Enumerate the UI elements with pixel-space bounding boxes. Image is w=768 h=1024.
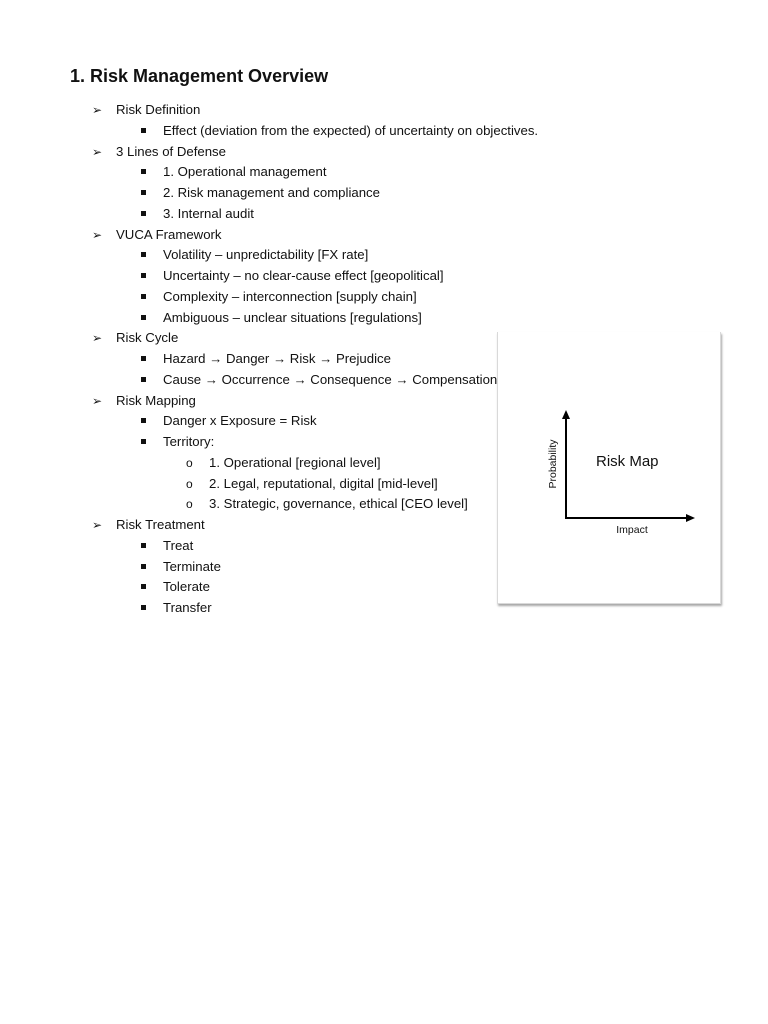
list-item-text: Uncertainty – no clear-cause effect [geopolitical] — [163, 268, 444, 283]
circle-bullet-icon: o — [186, 455, 193, 470]
square-bullet-icon — [141, 418, 146, 423]
square-bullet-icon — [141, 252, 146, 257]
y-axis-arrowhead — [562, 410, 570, 419]
risk-map-title: Risk Map — [596, 453, 659, 470]
arrow-bullet-icon: ➢ — [92, 103, 103, 117]
square-bullet-icon — [141, 543, 146, 548]
square-bullet-icon — [141, 605, 146, 610]
square-bullet-icon — [141, 439, 146, 444]
list-item-text: Cause → Occurrence → Consequence → Compensation — [163, 371, 498, 387]
list-item-text: Volatility – unpredictability [FX rate] — [163, 247, 369, 263]
circle-bullet-icon: o — [186, 476, 193, 491]
square-bullet-icon — [141, 273, 146, 278]
square-bullet-icon — [141, 211, 146, 216]
list-item-text: Transfer — [163, 600, 212, 615]
list-item-text: Risk Mapping — [116, 392, 196, 408]
list-item-text: 1. Operational management — [163, 164, 327, 180]
list-item-text: 3. Internal audit — [163, 205, 254, 221]
arrow-bullet-icon: ➢ — [92, 144, 103, 159]
x-axis-label: Impact — [616, 524, 648, 536]
list-item — [0, 100, 768, 121]
list-item-text: 1. Operational [regional level] — [209, 454, 381, 470]
list-item-text: VUCA Framework — [116, 226, 222, 242]
list-item — [0, 183, 768, 204]
square-bullet-icon — [141, 377, 146, 382]
list-item — [0, 225, 768, 246]
risk-map-diagram — [498, 332, 722, 604]
list-item — [0, 162, 768, 183]
arrow-bullet-icon: ➢ — [92, 393, 103, 408]
list-item-text: Risk Cycle — [116, 330, 179, 346]
list-item-text: Ambiguous – unclear situations [regulations] — [163, 309, 422, 325]
list-item-text: 3 Lines of Defense — [116, 143, 226, 159]
list-item-text: Tolerate — [163, 579, 210, 595]
square-bullet-icon — [141, 315, 146, 320]
square-bullet-icon — [141, 128, 146, 133]
list-item — [0, 287, 768, 308]
arrow-bullet-icon: ➢ — [92, 227, 103, 242]
square-bullet-icon — [141, 190, 146, 195]
y-axis-label: Probability — [547, 439, 559, 489]
list-item-text: Hazard → Danger → Risk → Prejudice — [163, 351, 391, 366]
risk-map-figure — [497, 332, 721, 604]
list-item-text: 2. Risk management and compliance — [163, 185, 380, 200]
square-bullet-icon — [141, 356, 146, 361]
list-item-text: 2. Legal, reputational, digital [mid-level] — [209, 475, 438, 491]
list-item-text: Risk Treatment — [116, 517, 205, 532]
list-item-text: Territory: — [163, 434, 215, 449]
square-bullet-icon — [141, 584, 146, 589]
circle-bullet-icon: o — [186, 497, 193, 512]
list-item — [0, 245, 768, 266]
list-item — [0, 204, 768, 225]
arrow-bullet-icon: ➢ — [92, 331, 103, 346]
list-item-text: 3. Strategic, governance, ethical [CEO level] — [209, 496, 468, 512]
list-item-text: Risk Definition — [116, 102, 201, 117]
list-item-text: Terminate — [163, 558, 221, 574]
list-item — [0, 308, 768, 329]
square-bullet-icon — [141, 294, 146, 299]
list-item-text: Complexity – interconnection [supply chain] — [163, 288, 417, 304]
list-item-text: Treat — [163, 537, 194, 553]
square-bullet-icon — [141, 564, 146, 569]
list-item — [0, 266, 768, 287]
arrow-bullet-icon: ➢ — [92, 518, 103, 532]
list-item-text: Danger x Exposure = Risk — [163, 413, 317, 429]
page-title: 1. Risk Management Overview — [70, 66, 329, 86]
list-item — [0, 142, 768, 163]
list-item — [0, 121, 768, 142]
list-item-text: Effect (deviation from the expected) of uncertainty on objectives. — [163, 122, 539, 138]
square-bullet-icon — [141, 169, 146, 174]
x-axis-arrowhead — [686, 514, 695, 522]
